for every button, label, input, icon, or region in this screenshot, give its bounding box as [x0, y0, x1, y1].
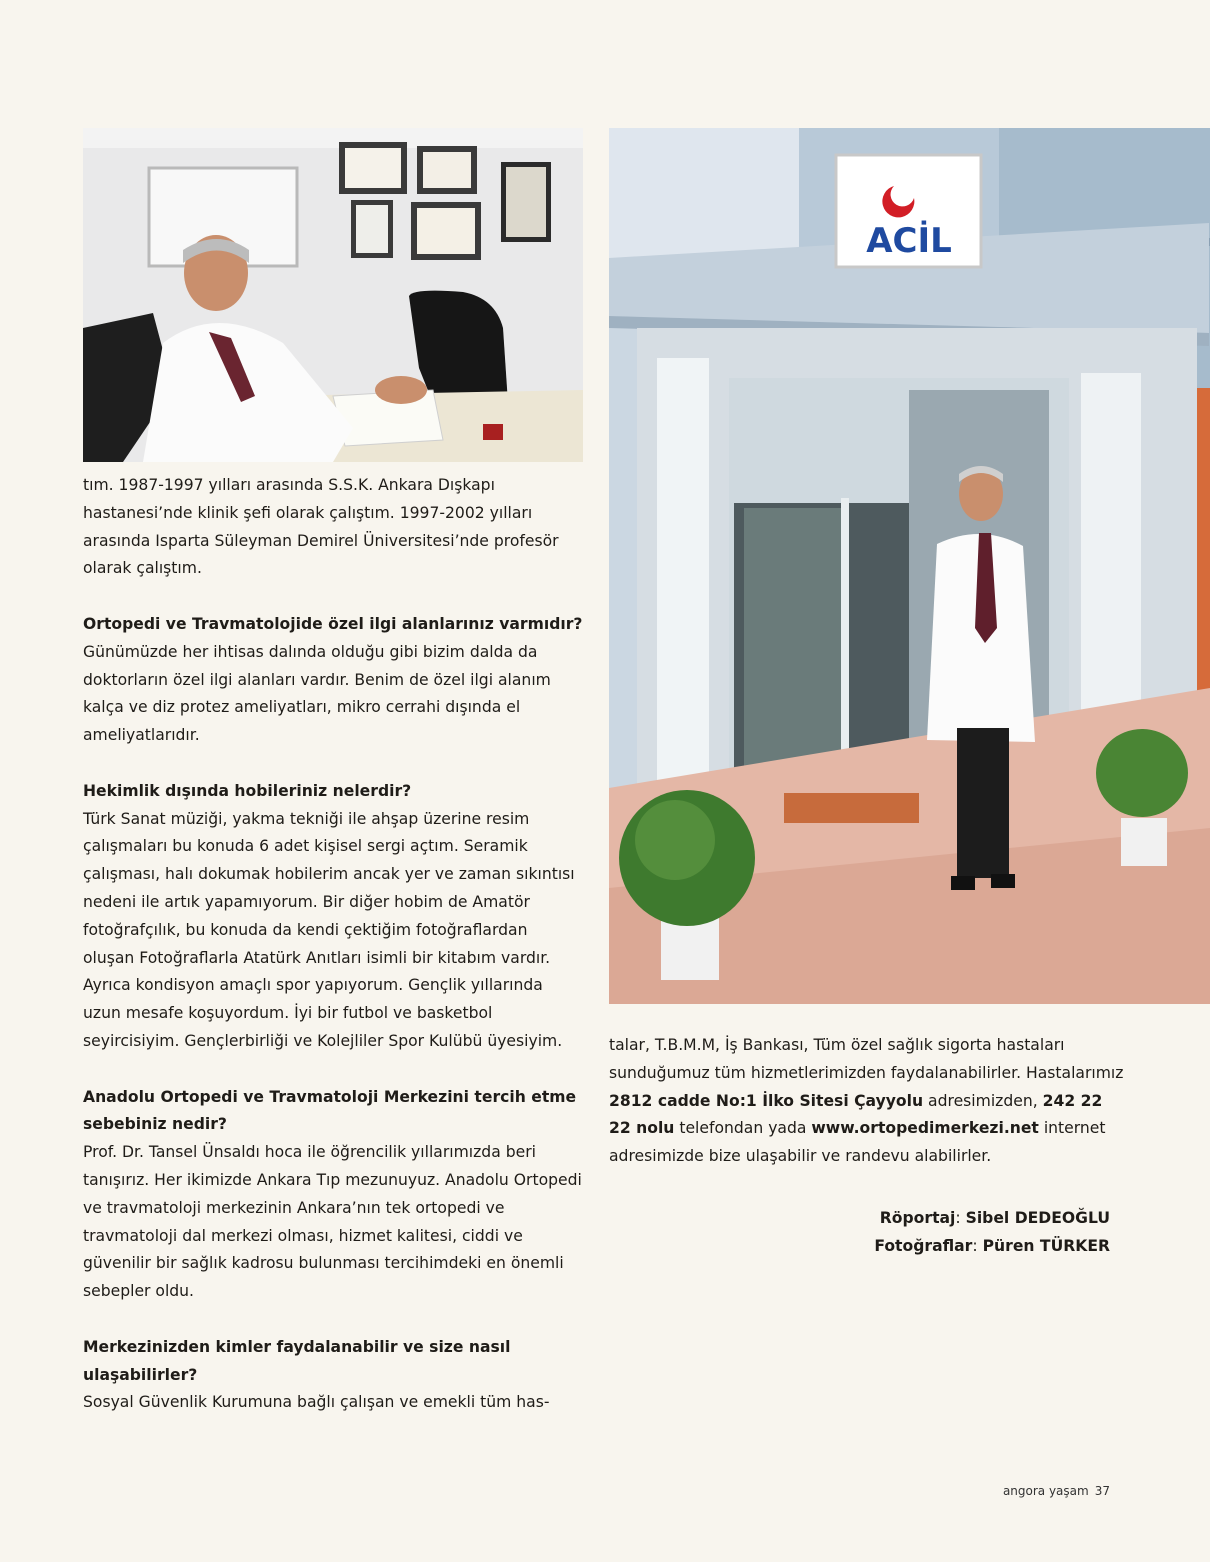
- contact-website: www.ortopedimerkezi.net: [811, 1119, 1039, 1138]
- question-who-can-benefit: Merkezinizden kimler faydalanabilir ve size nasıl ulaşabilirler?: [83, 1337, 511, 1384]
- magazine-name: angora yaşam: [1002, 1484, 1089, 1498]
- page-footer: [997, 1484, 1110, 1498]
- contact-text-1: talar, T.B.M.M, İş Bankası, Tüm özel sağlık sigorta hastaları sunduğumuz tüm hizmetlerimizden faydalanabilirler. Hastalarımız: [609, 1036, 1124, 1082]
- interview-name: Sibel DEDEOĞLU: [965, 1209, 1110, 1227]
- question-special-interests: Ortopedi ve Travmatolojide özel ilgi alanlarınız varmıdır?: [83, 614, 583, 633]
- answer-who-can-benefit: Sosyal Güvenlik Kurumuna bağlı çalışan ve emekli tüm has-: [83, 1393, 550, 1412]
- interview-label: Röportaj: [879, 1209, 956, 1227]
- contact-paragraph: [609, 1032, 1124, 1171]
- contact-text-3: telefondan yada: [674, 1119, 812, 1138]
- page-number: 37: [1094, 1484, 1110, 1498]
- contact-text-2: adresimizden,: [923, 1091, 1043, 1110]
- answer-hobbies: Türk Sanat müziği, yakma tekniği ile ahşap üzerine resim çalışmaları bu konuda 6 adet kişisel sergi açtım. Seramik çalışması, halı dokumak hobilerim ancak yer ve zaman sıkıntısı nedeni ile artık yapamıyorum. Bir diğer hobim de Amatör fotoğrafçılık, bu konuda da kendi çektiğim fotoğraflardan oluşan Fotoğraflarla Atatürk Anıtları isimli bir kitabım vardır. Ayrıca kondisyon amaçlı spor yapıyorum. Gençlik yıllarında uzun mesafe koşuyordum. İyi bir futbol ve basketbol seyircisiyim. Gençlerbirliği ve Kolejliler Spor Kulübü üyesiyim.: [83, 809, 575, 1050]
- contact-phone: 242 22 22 nolu: [609, 1091, 1103, 1138]
- question-hobbies: Hekimlik dışında hobileriniz nelerdir?: [83, 781, 412, 800]
- contact-address: 2812 cadde No:1 İlko Sitesi Çayyolu: [609, 1091, 924, 1110]
- right-column: [609, 1032, 1124, 1171]
- acil-sign-text: ACİL: [866, 221, 952, 261]
- answer-special-interests: Günümüzde her ihtisas dalında olduğu gibi bizim dalda da doktorların özel ilgi alanları vardır. Benim de özel ilgi alanım kalça ve diz protez ameliyatları, mikro cerrahi dışında el ameliyatlarıdır.: [83, 642, 551, 745]
- interview-credit: Röportaj: Sibel DEDEOĞLU: [879, 1209, 1110, 1227]
- entrance-photo: [609, 128, 1210, 1004]
- intro-paragraph: tım. 1987-1997 yılları arasında S.S.K. Ankara Dışkapı hastanesi’nde klinik şefi olarak çalıştım. 1997-2002 yılları arasında Isparta Süleyman Demirel Üniversitesi’nde profesör olarak çalıştım.: [83, 476, 559, 578]
- answer-preference: Prof. Dr. Tansel Ünsaldı hoca ile öğrencilik yıllarımızda beri tanışırız. Her ikimizde Ankara Tıp mezunuyuz. Anadolu Ortopedi ve travmatoloji merkezinin Ankara’nın tek ortopedi ve travmatoloji dal merkezi olması, hizmet kalitesi, ciddi ve güvenilir bir sağlık kadrosu bulunması tercihimdeki en önemli sebepler oldu.: [83, 1143, 582, 1301]
- photo-credit: Fotoğraflar: Püren TÜRKER: [874, 1237, 1110, 1255]
- question-preference: Anadolu Ortopedi ve Travmatoloji Merkezini tercih etme sebebiniz nedir?: [83, 1087, 577, 1134]
- contact-text-4: internet adresimizde bize ulaşabilir ve randevu alabilirler.: [609, 1119, 1106, 1166]
- photos-label: Fotoğraflar: [874, 1237, 973, 1255]
- credits: [874, 1204, 1110, 1260]
- photos-name: Püren TÜRKER: [982, 1237, 1110, 1255]
- left-column: [83, 472, 583, 1417]
- office-photo: [83, 128, 583, 462]
